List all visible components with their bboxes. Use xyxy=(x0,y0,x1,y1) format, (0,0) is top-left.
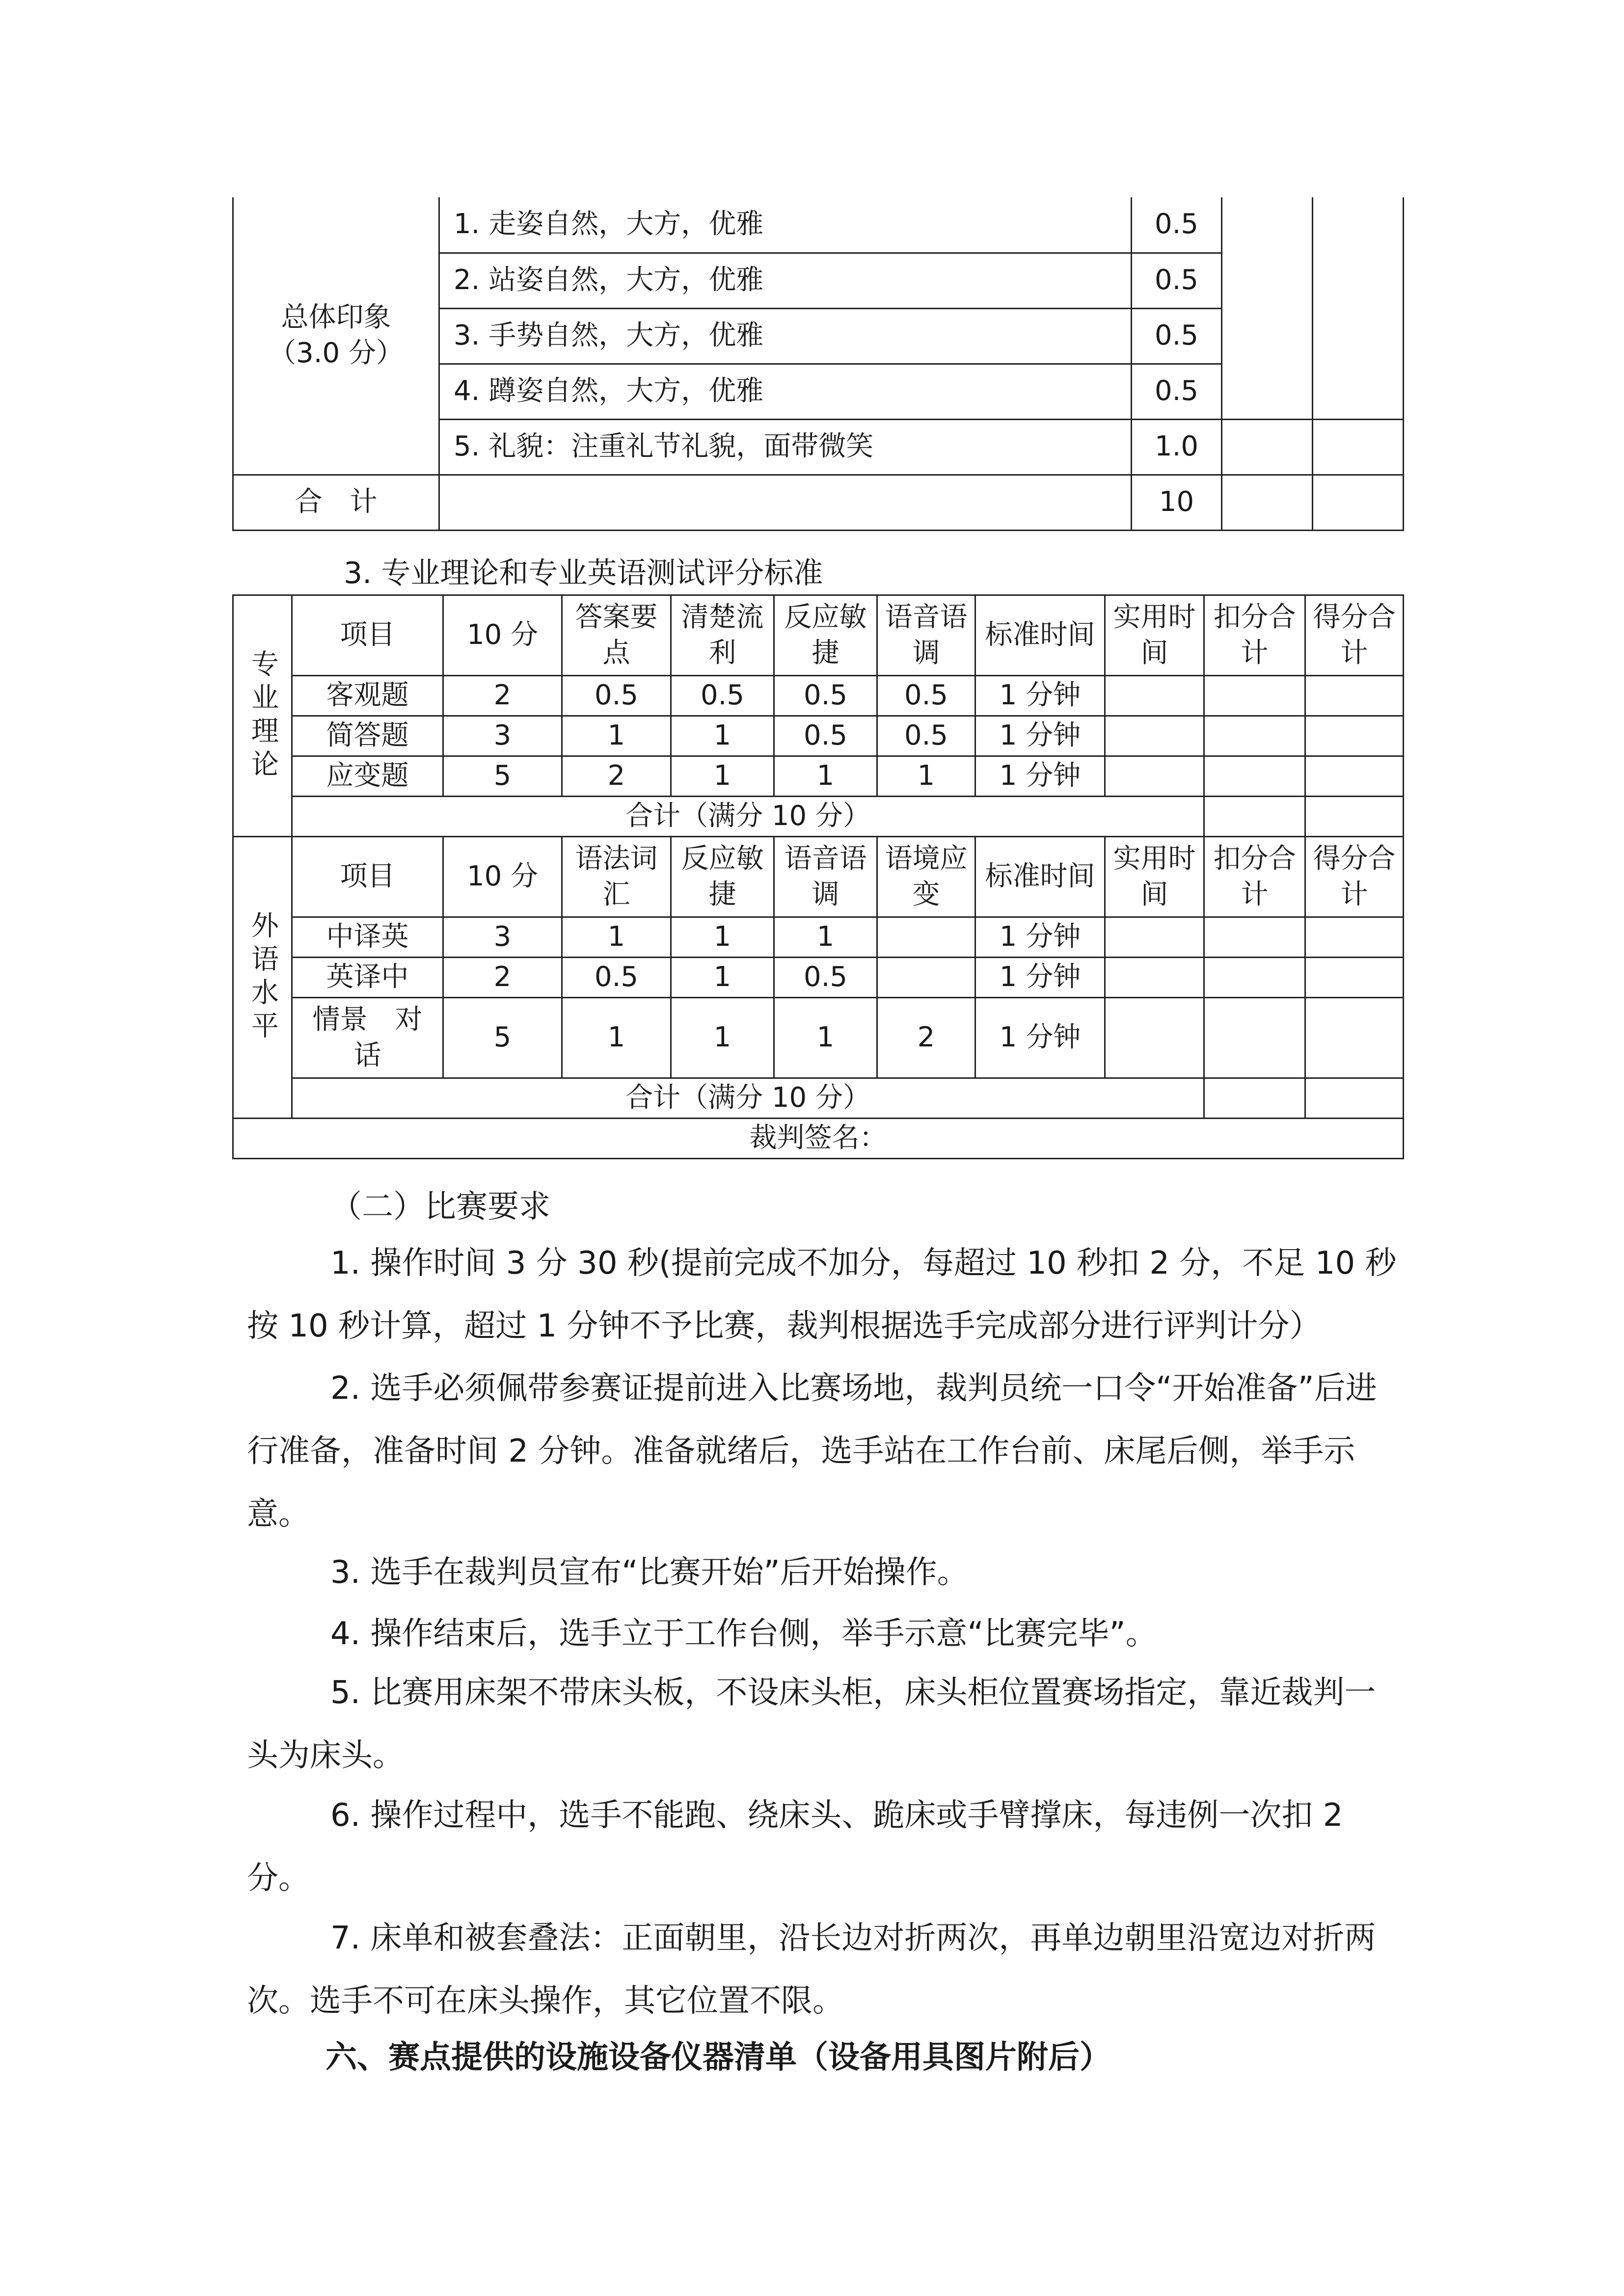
table-header-row xyxy=(233,837,1404,917)
empty-cell xyxy=(1222,475,1313,530)
score-table-overall xyxy=(232,197,1404,531)
cell: 5 xyxy=(443,756,562,797)
header-cell: 反应敏捷 xyxy=(671,837,774,917)
empty-cell xyxy=(1204,958,1305,998)
empty-cell xyxy=(1305,676,1404,716)
table-row xyxy=(233,676,1404,716)
cell: 1 xyxy=(671,716,774,756)
requirement-item: 3. 选手在裁判员宣布“比赛开始”后开始操作。 xyxy=(330,1554,969,1591)
cell: 0.5 xyxy=(877,676,975,716)
empty-cell xyxy=(1305,1078,1404,1119)
header-cell: 项目 xyxy=(292,595,443,676)
requirement-item: 1. 操作时间 3 分 30 秒(提前完成不加分，每超过 10 秒扣 2 分，不足 10 秒按 10 秒计算，超过 1 分钟不予比赛，裁判根据选手完成部分进行评判计分） xyxy=(247,1245,1397,1344)
cell: 1 xyxy=(562,716,671,756)
empty-cell xyxy=(1305,797,1404,837)
table-header-row xyxy=(233,595,1404,676)
empty-cell xyxy=(1105,998,1204,1078)
header-cell: 清楚流利 xyxy=(671,595,774,676)
cell: 1 xyxy=(774,998,877,1078)
empty-cell xyxy=(1204,998,1305,1078)
total-label: 合 计 xyxy=(233,475,439,530)
empty-cell xyxy=(1222,419,1313,475)
theory-section-label: 专业理论 xyxy=(233,595,292,837)
header-cell: 标准时间 xyxy=(975,595,1105,676)
empty-cell xyxy=(1305,756,1404,797)
cell: 0.5 xyxy=(774,676,877,716)
cell: 2 xyxy=(443,676,562,716)
table-row xyxy=(233,917,1404,958)
header-cell: 标准时间 xyxy=(975,837,1105,917)
empty-cell xyxy=(1204,797,1305,837)
cell: 1 分钟 xyxy=(975,756,1105,797)
cell: 1 xyxy=(877,756,975,797)
language-section-label: 外语水平 xyxy=(233,837,292,1119)
judge-signature: 裁判签名： xyxy=(233,1119,1404,1159)
item-text: 4. 蹲姿自然，大方，优雅 xyxy=(439,364,1132,419)
cell: 1 分钟 xyxy=(975,917,1105,958)
empty-cell xyxy=(1305,958,1404,998)
empty-cell xyxy=(1204,917,1305,958)
total-row xyxy=(233,1078,1404,1119)
cell: 3 xyxy=(443,716,562,756)
score-table-theory-english xyxy=(232,594,1404,1159)
section-cell xyxy=(233,197,439,475)
cell: 2 xyxy=(443,958,562,998)
table-row xyxy=(233,716,1404,756)
total-row xyxy=(233,475,1404,530)
header-cell: 10 分 xyxy=(443,837,562,917)
requirement-item: 5. 比赛用床架不带床头板，不设床头柜，床头柜位置赛场指定，靠近裁判一头为床头。 xyxy=(247,1675,1376,1774)
item-text: 1. 走姿自然，大方，优雅 xyxy=(439,197,1132,253)
header-cell: 语音语调 xyxy=(774,837,877,917)
empty-cell xyxy=(1204,756,1305,797)
signature-row xyxy=(233,1119,1404,1159)
item-score: 0.5 xyxy=(1132,197,1222,253)
header-cell: 扣分合计 xyxy=(1204,595,1305,676)
empty-cell xyxy=(1305,716,1404,756)
cell: 1 分钟 xyxy=(975,716,1105,756)
empty-cell xyxy=(1105,716,1204,756)
requirement-item: 7. 床单和被套叠法：正面朝里，沿长边对折两次，再单边朝里沿宽边对折两次。选手不可在床头操作，其它位置不限。 xyxy=(247,1920,1376,2019)
cell: 0.5 xyxy=(671,676,774,716)
header-cell: 实用时间 xyxy=(1105,595,1204,676)
header-cell: 实用时间 xyxy=(1105,837,1204,917)
empty-cell xyxy=(1313,197,1404,419)
cell xyxy=(877,958,975,998)
header-cell: 答案要点 xyxy=(562,595,671,676)
empty-cell xyxy=(1305,917,1404,958)
total-label: 合计（满分 10 分） xyxy=(292,797,1204,837)
empty-cell xyxy=(1105,917,1204,958)
empty-cell xyxy=(1305,998,1404,1078)
cell: 1 xyxy=(671,998,774,1078)
empty-cell xyxy=(1313,419,1404,475)
empty-cell xyxy=(1204,1078,1305,1119)
cell: 0.5 xyxy=(562,958,671,998)
cell: 1 分钟 xyxy=(975,676,1105,716)
empty-cell xyxy=(1222,197,1313,419)
item-text: 2. 站姿自然，大方，优雅 xyxy=(439,253,1132,308)
cell: 1 xyxy=(562,917,671,958)
cell: 2 xyxy=(562,756,671,797)
cell: 0.5 xyxy=(774,716,877,756)
cell: 1 xyxy=(671,917,774,958)
cell: 3 xyxy=(443,917,562,958)
item-text: 3. 手势自然，大方，优雅 xyxy=(439,308,1132,364)
total-label: 合计（满分 10 分） xyxy=(292,1078,1204,1119)
header-cell: 10 分 xyxy=(443,595,562,676)
item-score: 0.5 xyxy=(1132,308,1222,364)
empty-cell xyxy=(1204,716,1305,756)
section-score: （3.0 分） xyxy=(269,337,404,369)
cell: 0.5 xyxy=(774,958,877,998)
table-row xyxy=(233,756,1404,797)
total-score: 10 xyxy=(1132,475,1222,530)
table-caption: 3. 专业理论和专业英语测试评分标准 xyxy=(344,556,823,590)
cell: 中译英 xyxy=(292,917,443,958)
empty-cell xyxy=(1105,676,1204,716)
cell: 1 xyxy=(774,756,877,797)
section-heading: 六、赛点提供的设施设备仪器清单（设备用具图片附后） xyxy=(325,2039,1111,2076)
table-row xyxy=(233,998,1404,1078)
cell: 客观题 xyxy=(292,676,443,716)
empty-cell xyxy=(1204,676,1305,716)
item-text: 5. 礼貌：注重礼节礼貌，面带微笑 xyxy=(439,419,1132,475)
header-cell: 得分合计 xyxy=(1305,837,1404,917)
requirement-item: 4. 操作结束后，选手立于工作台侧，举手示意“比赛完毕”。 xyxy=(330,1616,1157,1652)
cell: 1 分钟 xyxy=(975,958,1105,998)
cell: 5 xyxy=(443,998,562,1078)
cell: 应变题 xyxy=(292,756,443,797)
cell: 1 xyxy=(774,917,877,958)
total-row xyxy=(233,797,1404,837)
section-label: 总体印象 xyxy=(281,301,391,333)
cell: 0.5 xyxy=(562,676,671,716)
header-cell: 语法词汇 xyxy=(562,837,671,917)
header-cell: 得分合计 xyxy=(1305,595,1404,676)
header-cell: 反应敏捷 xyxy=(774,595,877,676)
header-cell: 语境应变 xyxy=(877,837,975,917)
cell: 英译中 xyxy=(292,958,443,998)
empty-cell xyxy=(1105,958,1204,998)
cell: 情景 对话 xyxy=(292,998,443,1078)
table-row xyxy=(233,958,1404,998)
empty-cell xyxy=(1313,475,1404,530)
cell: 2 xyxy=(877,998,975,1078)
cell: 简答题 xyxy=(292,716,443,756)
cell: 1 xyxy=(562,998,671,1078)
requirements-title: （二）比赛要求 xyxy=(330,1189,550,1225)
header-cell: 语音语调 xyxy=(877,595,975,676)
item-score: 1.0 xyxy=(1132,419,1222,475)
cell: 1 xyxy=(671,756,774,797)
item-score: 0.5 xyxy=(1132,364,1222,419)
cell xyxy=(877,917,975,958)
empty-cell xyxy=(439,475,1132,530)
requirement-item: 2. 选手必须佩带参赛证提前进入比赛场地，裁判员统一口令“开始准备”后进行准备，准备时间 2 分钟。准备就绪后，选手站在工作台前、床尾后侧，举手示意。 xyxy=(247,1370,1377,1532)
cell: 0.5 xyxy=(877,716,975,756)
requirement-item: 6. 操作过程中，选手不能跑、绕床头、跪床或手臂撑床，每违例一次扣 2 分。 xyxy=(247,1797,1343,1896)
cell: 1 xyxy=(671,958,774,998)
header-cell: 扣分合计 xyxy=(1204,837,1305,917)
header-cell: 项目 xyxy=(292,837,443,917)
cell: 1 分钟 xyxy=(975,998,1105,1078)
empty-cell xyxy=(1105,756,1204,797)
item-score: 0.5 xyxy=(1132,253,1222,308)
table-row xyxy=(233,197,1404,253)
